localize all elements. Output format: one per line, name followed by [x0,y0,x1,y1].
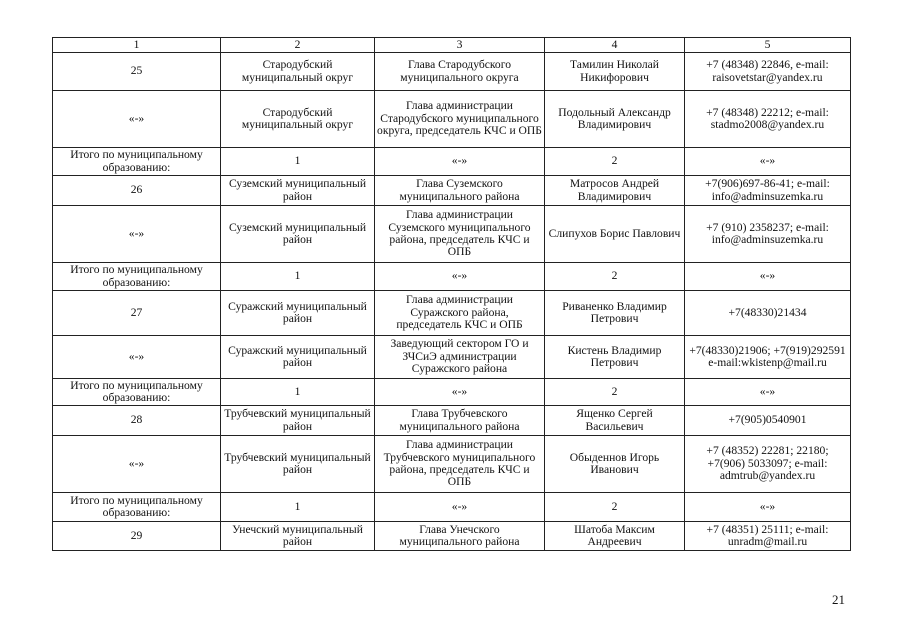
table-row [53,522,851,551]
total-ditto-cell: «-» [685,263,851,291]
municipality-cell: Суражский муниципальный район [221,291,375,336]
total-count-cell: 2 [545,263,685,291]
header-cell-4: 4 [545,38,685,53]
table-row [53,291,851,336]
person-name-cell: Матросов Андрей Владимирович [545,176,685,206]
position-cell: Глава администрации Суземского муниципального района, председатель КЧС и ОПБ [375,206,545,263]
total-ditto-cell: «-» [375,379,545,406]
total-ditto-cell: «-» [685,493,851,522]
contact-cell: +7 (48348) 22212; e-mail: stadmo2008@yandex.ru [685,91,851,148]
table-row [53,436,851,493]
total-label-cell: Итого по муниципальному образованию: [53,493,221,522]
person-name-cell: Тамилин Николай Никифорович [545,53,685,91]
row-number-cell: «-» [53,91,221,148]
total-label-cell: Итого по муниципальному образованию: [53,379,221,406]
header-cell-2: 2 [221,38,375,53]
position-cell: Глава Суземского муниципального района [375,176,545,206]
total-count-cell: 2 [545,379,685,406]
person-name-cell: Подольный Александр Владимирович [545,91,685,148]
page-number: 21 [832,592,845,607]
total-ditto-cell: «-» [375,493,545,522]
municipality-cell: Трубчевский муниципальный район [221,436,375,493]
position-cell: Глава Трубчевского муниципального района [375,406,545,436]
total-label-cell: Итого по муниципальному образованию: [53,148,221,176]
total-count-cell: 2 [545,148,685,176]
position-cell: Глава администрации Трубчевского муниципального района, председатель КЧС и ОПБ [375,436,545,493]
municipality-cell: Суражский муниципальный район [221,336,375,379]
row-number-cell: 26 [53,176,221,206]
contact-cell: +7(48330)21906; +7(919)292591 e-mail:wkistenp@mail.ru [685,336,851,379]
contact-cell: +7 (48352) 22281; 22180; +7(906) 5033097; e-mail: admtrub@yandex.ru [685,436,851,493]
total-count-cell: 1 [221,493,375,522]
total-ditto-cell: «-» [375,148,545,176]
total-ditto-cell: «-» [685,148,851,176]
total-row [53,148,851,176]
total-label-cell: Итого по муниципальному образованию: [53,263,221,291]
table-row [53,206,851,263]
contact-cell: +7 (48351) 25111; e-mail: unradm@mail.ru [685,522,851,551]
total-count-cell: 1 [221,148,375,176]
total-count-cell: 1 [221,263,375,291]
table-row [53,91,851,148]
municipality-cell: Суземский муниципальный район [221,206,375,263]
total-count-cell: 2 [545,493,685,522]
position-cell: Глава администрации Стародубского муниципального округа, председатель КЧС и ОПБ [375,91,545,148]
contact-cell: +7(906)697-86-41; e-mail: info@adminsuzemka.ru [685,176,851,206]
total-row [53,379,851,406]
position-cell: Глава Стародубского муниципального округа [375,53,545,91]
municipality-cell: Суземский муниципальный район [221,176,375,206]
header-row [53,38,851,53]
total-row [53,493,851,522]
table-row [53,406,851,436]
row-number-cell: «-» [53,336,221,379]
row-number-cell: 28 [53,406,221,436]
position-cell: Глава администрации Суражского района, председатель КЧС и ОПБ [375,291,545,336]
row-number-cell: 29 [53,522,221,551]
table-row [53,53,851,91]
municipality-cell: Трубчевский муниципальный район [221,406,375,436]
header-cell-5: 5 [685,38,851,53]
row-number-cell: «-» [53,206,221,263]
contacts-table [52,37,851,551]
row-number-cell: 27 [53,291,221,336]
contact-cell: +7(905)0540901 [685,406,851,436]
municipality-cell: Стародубский муниципальный округ [221,91,375,148]
position-cell: Глава Унечского муниципального района [375,522,545,551]
table-row [53,176,851,206]
municipality-cell: Унечский муниципальный район [221,522,375,551]
row-number-cell: «-» [53,436,221,493]
row-number-cell: 25 [53,53,221,91]
contact-cell: +7(48330)21434 [685,291,851,336]
total-count-cell: 1 [221,379,375,406]
person-name-cell: Риваненко Владимир Петрович [545,291,685,336]
position-cell: Заведующий сектором ГО и ЗЧСиЭ администрации Суражского района [375,336,545,379]
contact-cell: +7 (910) 2358237; e-mail: info@adminsuzemka.ru [685,206,851,263]
person-name-cell: Кистень Владимир Петрович [545,336,685,379]
header-cell-1: 1 [53,38,221,53]
contact-cell: +7 (48348) 22846, e-mail: raisovetstar@yandex.ru [685,53,851,91]
person-name-cell: Обыденнов Игорь Иванович [545,436,685,493]
total-ditto-cell: «-» [375,263,545,291]
total-ditto-cell: «-» [685,379,851,406]
header-cell-3: 3 [375,38,545,53]
municipality-cell: Стародубский муниципальный округ [221,53,375,91]
person-name-cell: Слипухов Борис Павлович [545,206,685,263]
table-row [53,336,851,379]
person-name-cell: Ященко Сергей Васильевич [545,406,685,436]
total-row [53,263,851,291]
person-name-cell: Шатоба Максим Андреевич [545,522,685,551]
